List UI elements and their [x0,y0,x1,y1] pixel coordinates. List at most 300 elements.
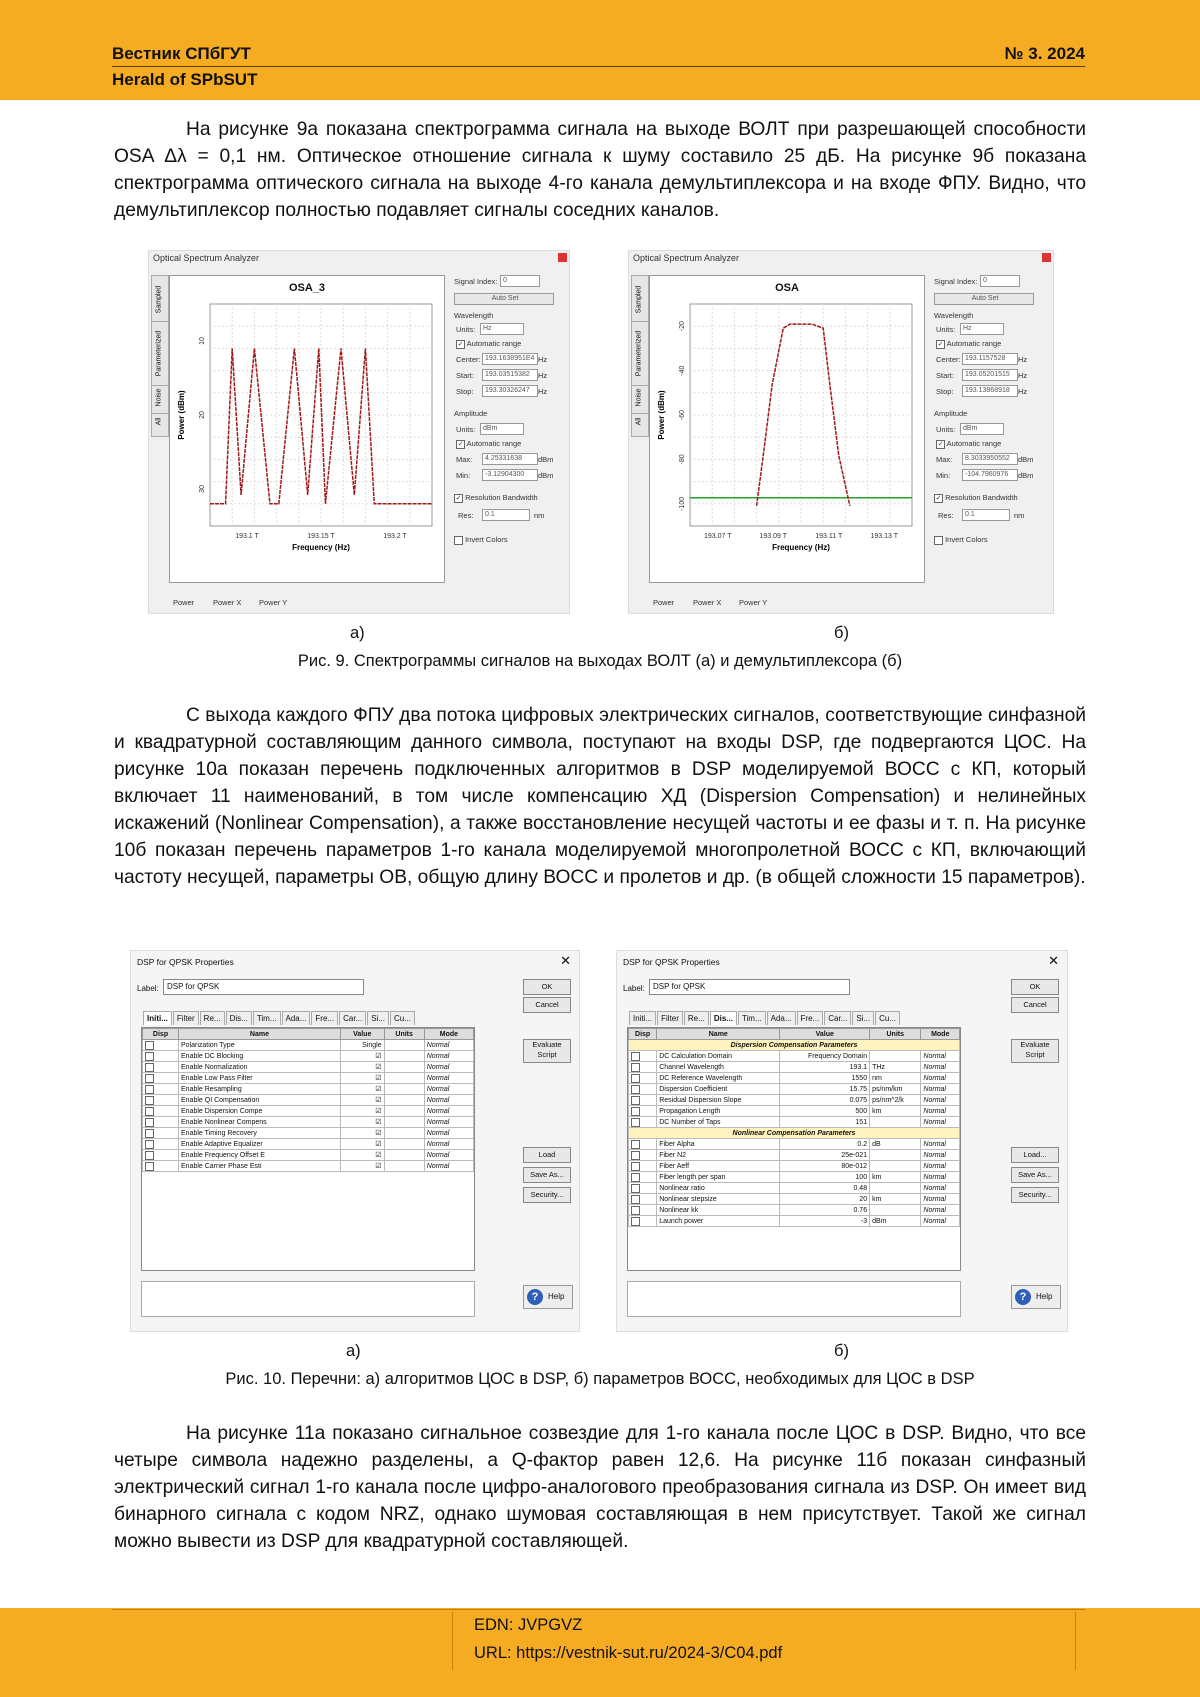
tab-power-y[interactable]: Power Y [259,598,288,607]
tab-power-y[interactable]: Power Y [739,598,768,607]
res-label: Res: [938,511,954,520]
disp-checkbox[interactable] [143,1095,179,1106]
x-tick-label: 193.09 T [759,533,788,540]
param-value[interactable]: 0.075 [780,1095,870,1106]
disp-checkbox[interactable] [143,1062,179,1073]
amp-units-label: Units: [456,425,476,434]
param-units: dBm [870,1216,921,1227]
ok-button[interactable]: OK [1011,979,1059,995]
disp-checkbox[interactable] [629,1139,657,1150]
param-mode: Normal [424,1073,473,1084]
param-mode: Normal [921,1194,960,1205]
disp-checkbox[interactable] [629,1117,657,1128]
signal-index-input[interactable]: 0 [500,275,540,287]
message-area [141,1281,475,1317]
x-tick-label: 193.2 T [383,533,407,540]
param-mode: Normal [424,1095,473,1106]
table-row[interactable] [629,1117,960,1128]
start-label: Start: [456,371,474,380]
param-units [384,1106,424,1117]
min-unit: dBm [1018,471,1034,480]
tab-fre[interactable]: Fre... [311,1011,338,1025]
fig9-label-a: а) [350,624,365,642]
fig10-label-b: б) [834,1342,849,1360]
param-mode: Normal [921,1095,960,1106]
auto-range-checkbox[interactable]: ✓ Automatic range [937,339,1002,348]
res-bw-checkbox[interactable]: ✓ Resolution Bandwidth [935,493,1018,502]
disp-checkbox[interactable] [629,1216,657,1227]
param-value[interactable]: 100 [780,1172,870,1183]
column-header: Disp [143,1029,179,1040]
header-rule [112,66,1085,67]
tab-car[interactable]: Car... [824,1011,851,1025]
signal-index-label: Signal Index: [934,277,978,286]
param-name: Enable Adaptive Equalizer [179,1139,341,1150]
start-unit: Hz [1018,371,1028,380]
stop-unit: Hz [538,387,548,396]
disp-checkbox[interactable] [629,1062,657,1073]
table-row[interactable] [629,1084,960,1095]
evaluatescript-button[interactable]: Evaluate Script [523,1039,571,1063]
paragraph-2 [114,702,1086,891]
param-name: Fiber Aeff [657,1161,780,1172]
table-row[interactable] [143,1051,474,1062]
tab-all[interactable]: All [151,413,169,437]
param-name: Dispersion Coefficient [657,1084,780,1095]
column-header: Mode [921,1029,960,1040]
table-row[interactable] [629,1150,960,1161]
osa-plot-a [169,275,445,583]
disp-checkbox[interactable] [629,1084,657,1095]
section-row [629,1128,960,1139]
param-units: nm [870,1073,921,1084]
param-mode: Normal [424,1139,473,1150]
table-row[interactable] [629,1194,960,1205]
disp-checkbox[interactable] [143,1051,179,1062]
amp-units-select[interactable]: dBm [480,423,524,435]
tab-si[interactable]: Si... [852,1011,874,1025]
res-label: Res: [458,511,474,520]
close-icon[interactable] [1042,253,1051,262]
table-row[interactable] [629,1073,960,1084]
center-input[interactable]: 193.1157528 [962,353,1018,365]
osa-chart-a [170,276,444,582]
start-unit: Hz [538,371,548,380]
tab-fre[interactable]: Fre... [797,1011,824,1025]
disp-checkbox[interactable] [629,1205,657,1216]
param-mode: Normal [921,1062,960,1073]
param-value[interactable]: 20 [780,1194,870,1205]
disp-checkbox[interactable] [143,1150,179,1161]
start-input[interactable]: 193.03515382 [482,369,538,381]
load-button[interactable]: Load [523,1147,571,1163]
disp-checkbox[interactable] [629,1106,657,1117]
table-row[interactable] [143,1128,474,1139]
param-value[interactable]: ☑ [340,1073,384,1084]
journal-name-en: Herald of SPbSUT [112,70,258,89]
footer-url[interactable]: URL: https://vestnik-sut.ru/2024-3/C04.pdf [474,1644,783,1662]
osa-control-panel-a [454,275,565,609]
tab-sampled[interactable]: Sampled [631,275,649,323]
y-tick-label: -20 [679,321,686,332]
evaluatescript-button[interactable]: Evaluate Script [1011,1039,1059,1063]
table-row[interactable] [143,1084,474,1095]
amplitude-group-label: Amplitude [454,409,488,418]
table-header-row [143,1029,474,1040]
tab-all[interactable]: All [631,413,649,437]
table-row[interactable] [143,1062,474,1073]
tab-filter[interactable]: Filter [657,1011,683,1025]
param-value[interactable]: 1550 [780,1073,870,1084]
footer-rule [112,1609,1085,1610]
autoset-button[interactable]: Auto Set [454,293,554,305]
param-units [384,1117,424,1128]
param-units: THz [870,1062,921,1073]
x-tick-label: 193.13 T [870,533,899,540]
dialog-title: DSP for QPSK Properties [623,957,720,967]
tab-power[interactable]: Power [653,598,675,607]
table-row[interactable] [143,1150,474,1161]
table-row[interactable] [143,1139,474,1150]
tab-initi[interactable]: Initi... [629,1011,656,1025]
label-input[interactable]: DSP for QPSK [163,979,364,995]
param-value[interactable]: ☑ [340,1084,384,1095]
param-mode: Normal [424,1040,473,1051]
start-input[interactable]: 193.05201515 [962,369,1018,381]
stop-input[interactable]: 193.13868918 [962,385,1018,397]
param-value[interactable]: ☑ [340,1150,384,1161]
center-unit: Hz [1018,355,1028,364]
property-tabs [629,1011,901,1027]
help-button[interactable]: ? Help [523,1285,573,1309]
param-value[interactable]: Frequency Domain [780,1051,870,1062]
y-tick-label: -100 [679,496,686,511]
table-row[interactable] [629,1062,960,1073]
param-value[interactable]: 500 [780,1106,870,1117]
param-value[interactable]: 0.48 [780,1183,870,1194]
fig9-caption: Рис. 9. Спектрограммы сигналов на выходах ВОЛТ (а) и демультиплексора (б) [297,652,903,670]
param-value[interactable]: 0.2 [780,1139,870,1150]
param-name: Enable DC Blocking [179,1051,341,1062]
param-value[interactable]: ☑ [340,1095,384,1106]
param-name: Residual Dispersion Slope [657,1095,780,1106]
disp-checkbox[interactable] [143,1117,179,1128]
tab-power[interactable]: Power [173,598,195,607]
load-button[interactable]: Load... [1011,1147,1059,1163]
min-input[interactable]: -3.12904300 [482,469,538,481]
max-unit: dBm [538,455,554,464]
param-mode: Normal [921,1216,960,1227]
dsp-dialog-b [616,950,1068,1332]
param-units: ps/nm^2/k [870,1095,921,1106]
amp-units-label: Units: [936,425,956,434]
disp-checkbox[interactable] [143,1128,179,1139]
param-units: km [870,1172,921,1183]
wavelength-group-label: Wavelength [454,311,494,320]
param-mode: Normal [921,1183,960,1194]
res-unit: nm [1014,511,1025,520]
ok-button[interactable]: OK [523,979,571,995]
stop-input[interactable]: 193.30326247 [482,385,538,397]
param-units [870,1161,921,1172]
table-row[interactable] [629,1095,960,1106]
param-name: Enable Frequency Offset E [179,1150,341,1161]
invert-colors-checkbox[interactable]: Invert Colors [454,535,508,545]
section-row [629,1040,960,1051]
invert-colors-checkbox[interactable]: Invert Colors [934,535,988,545]
footer-edn: EDN: JVPGVZ [474,1616,583,1634]
param-value[interactable]: 0.76 [780,1205,870,1216]
table-row[interactable] [629,1216,960,1227]
table-header-row [629,1029,960,1040]
param-units: km [870,1194,921,1205]
param-value[interactable]: ☑ [340,1117,384,1128]
disp-checkbox[interactable] [629,1051,657,1062]
units-select[interactable]: Hz [480,323,524,335]
journal-name-ru: Вестник СПбГУТ [112,44,251,63]
table-row[interactable] [143,1040,474,1051]
disp-checkbox[interactable] [143,1139,179,1150]
dsp-dialog-a [130,950,580,1332]
param-name: Enable Dispersion Compe [179,1106,341,1117]
table-row[interactable] [629,1172,960,1183]
osa-vertical-tabs [631,275,647,435]
tab-dis[interactable]: Dis... [226,1011,252,1025]
label-input[interactable]: DSP for QPSK [649,979,850,995]
tab-tim[interactable]: Tim... [738,1011,766,1025]
tab-power-x[interactable]: Power X [693,598,722,607]
param-units [384,1095,424,1106]
table-row[interactable] [143,1095,474,1106]
tab-ada[interactable]: Ada... [767,1011,796,1025]
table-row[interactable] [629,1183,960,1194]
param-mode: Normal [921,1084,960,1095]
min-label: Min: [456,471,471,480]
param-name: Nonlinear kk [657,1205,780,1216]
table-row[interactable] [143,1073,474,1084]
fig9-label-b: б) [834,624,849,642]
param-units [870,1183,921,1194]
param-units [384,1062,424,1073]
param-name: Enable Resampling [179,1084,341,1095]
units-select[interactable]: Hz [960,323,1004,335]
x-axis-label: Frequency (Hz) [292,543,350,552]
message-area [627,1281,961,1317]
disp-checkbox[interactable] [629,1183,657,1194]
help-icon: ? [527,1289,543,1305]
param-value[interactable]: ☑ [340,1106,384,1117]
tab-noise[interactable]: Noise [631,385,649,415]
param-units [870,1150,921,1161]
param-mode: Normal [921,1051,960,1062]
min-label: Min: [936,471,951,480]
disp-checkbox[interactable] [143,1040,179,1051]
autoset-button[interactable]: Auto Set [934,293,1034,305]
cancel-button[interactable]: Cancel [1011,997,1059,1013]
close-icon[interactable] [558,253,567,262]
param-value[interactable]: 25e-021 [780,1150,870,1161]
disp-checkbox[interactable] [143,1161,179,1172]
param-value[interactable]: -3 [780,1216,870,1227]
param-name: Enable Nonlinear Compens [179,1117,341,1128]
table-row[interactable] [143,1117,474,1128]
param-mode: Normal [921,1150,960,1161]
saveas-button[interactable]: Save As... [523,1167,571,1183]
param-name: Enable Timing Recovery [179,1128,341,1139]
saveas-button[interactable]: Save As... [1011,1167,1059,1183]
param-name: DC Calculation Domain [657,1051,780,1062]
amp-auto-range-checkbox[interactable]: ✓ Automatic range [937,439,1002,448]
res-bw-checkbox[interactable]: ✓ Resolution Bandwidth [455,493,538,502]
disp-checkbox[interactable] [629,1150,657,1161]
osa-window-title: Optical Spectrum Analyzer [153,253,260,263]
tab-parameterized[interactable]: Parameterized [151,321,169,387]
table-row[interactable] [629,1051,960,1062]
param-name: Enable Normalization [179,1062,341,1073]
param-name: Nonlinear stepsize [657,1194,780,1205]
y-tick-label: 30 [199,485,206,493]
param-value[interactable]: Single [340,1040,384,1051]
param-value[interactable]: 193.1 [780,1062,870,1073]
max-input[interactable]: 8.3033950552 [962,453,1018,465]
table-row[interactable] [629,1106,960,1117]
disp-checkbox[interactable] [143,1084,179,1095]
stop-label: Stop: [456,387,474,396]
param-value[interactable]: 151 [780,1117,870,1128]
param-mode: Normal [921,1161,960,1172]
param-units [384,1051,424,1062]
amp-units-select[interactable]: dBm [960,423,1004,435]
column-header: Name [657,1029,780,1040]
max-label: Max: [456,455,473,464]
paragraph-3 [114,1420,1086,1555]
tab-filter[interactable]: Filter [173,1011,199,1025]
parameters-table [142,1028,474,1172]
param-value[interactable]: 80e-012 [780,1161,870,1172]
disp-checkbox[interactable] [143,1106,179,1117]
param-mode: Normal [921,1139,960,1150]
tab-initi[interactable]: Initi... [143,1011,172,1025]
units-label: Units: [936,325,956,334]
table-row[interactable] [143,1161,474,1172]
param-value[interactable]: ☑ [340,1062,384,1073]
osa-control-panel-b [934,275,1049,609]
disp-checkbox[interactable] [143,1073,179,1084]
table-row[interactable] [629,1139,960,1150]
auto-range-checkbox[interactable]: ✓ Automatic range [457,339,522,348]
security-button[interactable]: Security... [523,1187,571,1203]
param-units [384,1040,424,1051]
y-axis-label: Power (dBm) [657,390,666,440]
close-icon[interactable]: ✕ [560,953,571,968]
cancel-button[interactable]: Cancel [523,997,571,1013]
tab-tim[interactable]: Tim... [253,1011,281,1025]
disp-checkbox[interactable] [629,1161,657,1172]
param-name: Fiber Alpha [657,1139,780,1150]
close-icon[interactable]: ✕ [1048,953,1059,968]
param-value[interactable]: ☑ [340,1128,384,1139]
amplitude-group-label: Amplitude [934,409,968,418]
max-input[interactable]: 4.25331638 [482,453,538,465]
x-tick-label: 193.11 T [815,533,843,540]
center-input[interactable]: 193.1638951E4 [482,353,538,365]
param-mode: Normal [921,1106,960,1117]
parameters-grid [141,1027,475,1271]
param-value[interactable]: ☑ [340,1139,384,1150]
param-name: Polarization Type [179,1040,341,1051]
param-value[interactable]: 15.75 [780,1084,870,1095]
parameters-grid [627,1027,961,1271]
label-caption: Label: [623,984,645,993]
disp-checkbox[interactable] [629,1194,657,1205]
tab-car[interactable]: Car... [339,1011,366,1025]
table-row[interactable] [629,1161,960,1172]
param-value[interactable]: ☑ [340,1051,384,1062]
help-button[interactable]: ? Help [1011,1285,1061,1309]
table-row[interactable] [629,1205,960,1216]
min-input[interactable]: -104.7960976 [962,469,1018,481]
y-tick-label: -60 [679,409,686,421]
y-tick-label: 10 [199,337,206,345]
column-header: Units [870,1029,921,1040]
param-units [384,1128,424,1139]
table-row[interactable] [143,1106,474,1117]
tab-noise[interactable]: Noise [151,385,169,415]
help-icon: ? [1015,1289,1031,1305]
osa-vertical-tabs [151,275,167,435]
x-axis-label: Frequency (Hz) [772,543,830,552]
param-units [384,1084,424,1095]
param-value[interactable]: ☑ [340,1161,384,1172]
tab-re[interactable]: Re... [684,1011,709,1025]
tab-ada[interactable]: Ada... [282,1011,311,1025]
y-tick-label: -80 [679,454,686,465]
param-name: DC Number of Taps [657,1117,780,1128]
tab-parameterized[interactable]: Parameterized [631,321,649,387]
journal-header [0,0,1200,100]
tab-dis[interactable]: Dis... [710,1011,737,1025]
res-input[interactable]: 0.1 [482,509,530,521]
security-button[interactable]: Security... [1011,1187,1059,1203]
paragraph-1-text: На рисунке 9а показана спектрограмма сигнала на выходе ВОЛТ при разрешающей способности OSA Δλ = 0,1 нм. Оптическое отношение сигнала к шуму составило 25 дБ. На рисунке 9б показана спектрограмма оптического сигнала на выходе 4-го канала демультиплексора и на входе ФПУ. Видно, что демультиплексор полностью подавляет сигналы соседних каналов. [114,119,1086,221]
tab-si[interactable]: Si... [367,1011,389,1025]
section-title: Nonlinear Compensation Parameters [629,1128,960,1139]
param-mode: Normal [424,1084,473,1095]
param-units: dB [870,1139,921,1150]
osa-window-title: Optical Spectrum Analyzer [633,253,740,263]
center-label: Center: [456,355,481,364]
tab-sampled[interactable]: Sampled [151,275,169,323]
disp-checkbox[interactable] [629,1073,657,1084]
tab-cu[interactable]: Cu... [875,1011,900,1025]
tab-power-x[interactable]: Power X [213,598,242,607]
param-units [384,1139,424,1150]
res-input[interactable]: 0.1 [962,509,1010,521]
disp-checkbox[interactable] [629,1172,657,1183]
signal-index-input[interactable]: 0 [980,275,1020,287]
stop-unit: Hz [1018,387,1028,396]
tab-cu[interactable]: Cu... [390,1011,415,1025]
y-tick-label: 20 [199,411,206,419]
param-units [870,1205,921,1216]
amp-auto-range-checkbox[interactable]: ✓ Automatic range [457,439,522,448]
osa-window-b [628,250,1054,614]
disp-checkbox[interactable] [629,1095,657,1106]
param-name: DC Reference Wavelength [657,1073,780,1084]
fig10-label-a: а) [346,1342,361,1360]
min-unit: dBm [538,471,554,480]
tab-re[interactable]: Re... [200,1011,225,1025]
